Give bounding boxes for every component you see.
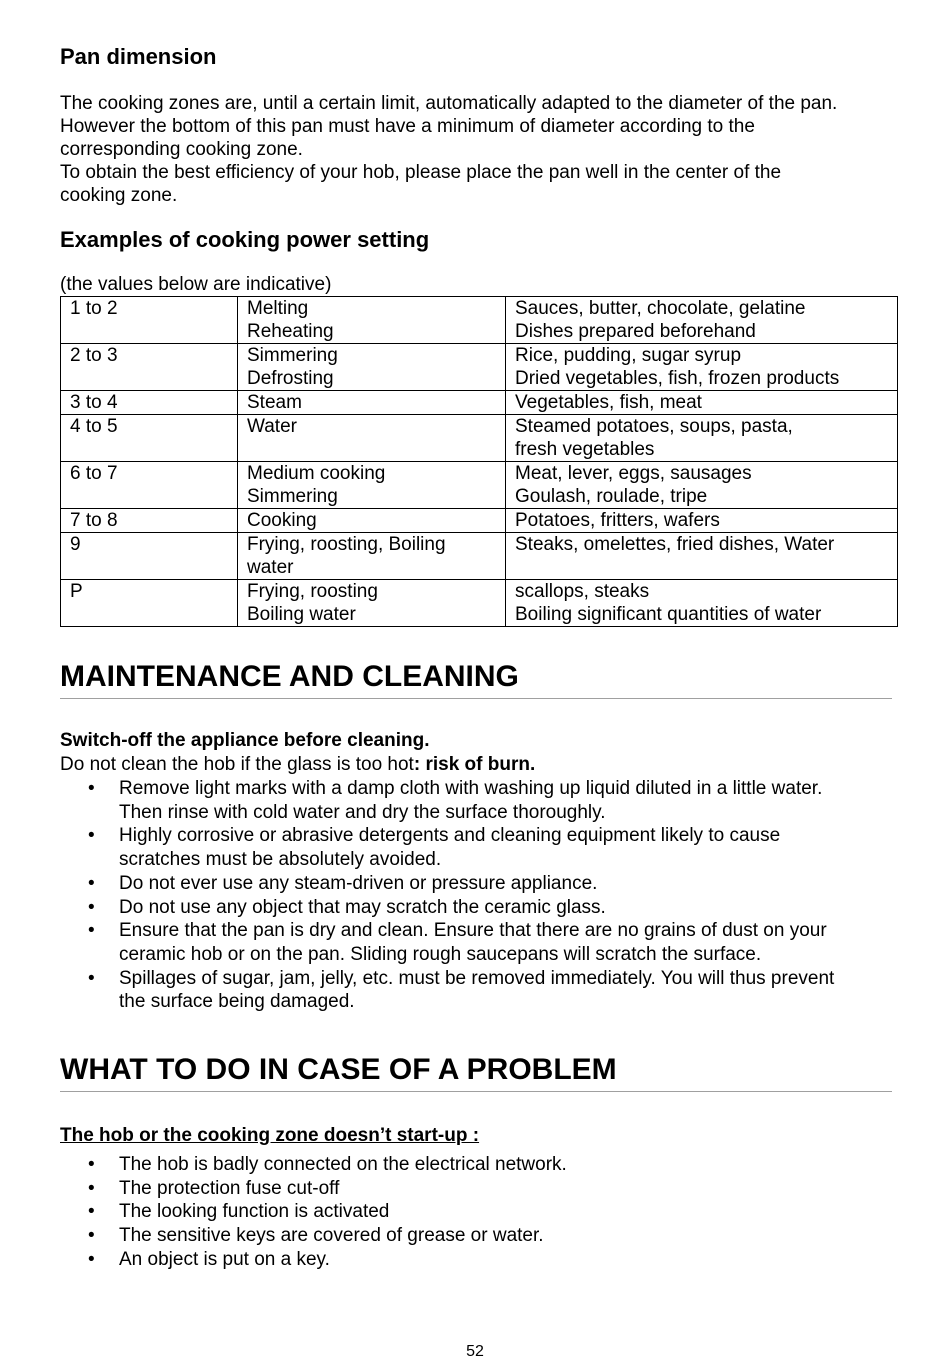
page-number: 52: [466, 1343, 484, 1360]
list-item-line: The protection fuse cut-off: [119, 1177, 340, 1199]
list-item: [60, 1200, 898, 1224]
cooking-action-cell: [238, 580, 506, 627]
power-setting-note: (the values below are indicative): [60, 274, 332, 295]
bullet-icon: •: [88, 1154, 95, 1175]
bullet-icon: •: [88, 1225, 95, 1247]
list-item: [60, 896, 898, 920]
list-item-line: The hob is badly connected on the electrical network.: [119, 1154, 567, 1175]
text-line: corresponding cooking zone.: [60, 139, 303, 160]
cell-line: Steamed potatoes, soups, pasta,: [515, 416, 793, 437]
list-item-line: The sensitive keys are covered of grease or water.: [119, 1225, 544, 1247]
bullet-icon: •: [88, 1201, 95, 1223]
hot-glass-warning: [60, 753, 898, 776]
list-item-line: Highly corrosive or abrasive detergents and cleaning equipment likely to cause: [119, 825, 781, 847]
list-item-line: Remove light marks with a damp cloth with washing up liquid diluted in a little water.: [119, 778, 823, 799]
food-examples-cell: [506, 415, 898, 462]
power-setting-heading: Examples of cooking power setting: [60, 227, 430, 252]
cooking-action-cell: [238, 391, 506, 415]
food-examples-cell: [506, 462, 898, 509]
cell-line: Rice, pudding, sugar syrup: [515, 345, 742, 366]
list-item-line: scratches must be absolutely avoided.: [119, 849, 442, 871]
list-item: [60, 1153, 898, 1177]
cell-line: Steam: [247, 392, 302, 413]
list-item: [60, 777, 898, 824]
switch-off-notice: Switch-off the appliance before cleaning.: [60, 730, 430, 751]
text-line: The cooking zones are, until a certain limit, automatically adapted to the diameter of the pan.: [60, 93, 838, 114]
list-item-line: ceramic hob or on the pan. Sliding rough saucepans will scratch the surface.: [119, 943, 762, 965]
cell-line: Meat, lever, eggs, sausages: [515, 463, 752, 484]
table-row: [61, 415, 898, 462]
list-item: [60, 967, 898, 1014]
list-item-line: Spillages of sugar, jam, jelly, etc. must be removed immediately. You will thus prevent: [119, 967, 835, 989]
cell-line: water: [247, 557, 294, 578]
cell-line: Dishes prepared beforehand: [515, 321, 756, 342]
cell-line: Water: [247, 416, 297, 437]
power-level-cell: 2 to 3: [61, 344, 238, 391]
warning-risk: : risk of burn.: [413, 754, 536, 775]
power-level-cell: 7 to 8: [61, 509, 238, 533]
power-setting-table: [60, 296, 898, 627]
list-item-line: Do not use any object that may scratch the ceramic glass.: [119, 896, 606, 918]
table-row: [61, 297, 898, 344]
cooking-action-cell: [238, 297, 506, 344]
table-row: [61, 391, 898, 415]
cell-line: Sauces, butter, chocolate, gelatine: [515, 298, 806, 319]
table-row: [61, 344, 898, 391]
pan-dimension-heading: Pan dimension: [60, 44, 217, 69]
problem-heading: WHAT TO DO IN CASE OF A PROBLEM: [60, 1053, 892, 1092]
power-level-cell: P: [61, 580, 238, 627]
cell-line: Steaks, omelettes, fried dishes, Water: [515, 534, 835, 555]
maintenance-heading: MAINTENANCE AND CLEANING: [60, 660, 892, 699]
food-examples-cell: [506, 297, 898, 344]
bullet-icon: •: [88, 896, 95, 918]
cell-line: Vegetables, fish, meat: [515, 392, 702, 413]
cell-line: Reheating: [247, 321, 334, 342]
cooking-action-cell: [238, 344, 506, 391]
bullet-icon: •: [88, 872, 95, 894]
cooking-action-cell: [238, 533, 506, 580]
list-item-line: Then rinse with cold water and dry the surface thoroughly.: [119, 801, 606, 823]
text-line: To obtain the best efficiency of your hob, please place the pan well in the center of the: [60, 162, 782, 183]
power-level-cell: 3 to 4: [61, 391, 238, 415]
bullet-icon: •: [88, 920, 95, 942]
list-item-line: An object is put on a key.: [119, 1248, 330, 1270]
list-item-line: Do not ever use any steam-driven or pressure appliance.: [119, 872, 598, 894]
cell-line: Dried vegetables, fish, frozen products: [515, 368, 840, 389]
bullet-icon: •: [88, 778, 95, 799]
power-level-cell: 6 to 7: [61, 462, 238, 509]
cell-line: Boiling water: [247, 604, 356, 625]
table-row: [61, 580, 898, 627]
cell-line: Defrosting: [247, 368, 334, 389]
list-item: [60, 1177, 898, 1201]
food-examples-cell: [506, 580, 898, 627]
power-level-cell: 4 to 5: [61, 415, 238, 462]
cell-line: Frying, roosting: [247, 581, 378, 602]
power-level-cell: 1 to 2: [61, 297, 238, 344]
table-row: [61, 509, 898, 533]
cell-line: Simmering: [247, 486, 338, 507]
cell-line: Cooking: [247, 510, 317, 531]
list-item: [60, 824, 898, 871]
cell-line: Frying, roosting, Boiling: [247, 534, 446, 555]
list-item: [60, 1224, 898, 1248]
text-line: cooking zone.: [60, 185, 178, 206]
maintenance-list: [60, 777, 898, 1014]
cell-line: Melting: [247, 298, 309, 319]
table-row: [61, 462, 898, 509]
table-row: [61, 533, 898, 580]
cell-line: fresh vegetables: [515, 439, 655, 460]
power-level-cell: 9: [61, 533, 238, 580]
bullet-icon: •: [88, 825, 95, 847]
cooking-action-cell: [238, 415, 506, 462]
cell-line: Boiling significant quantities of water: [515, 604, 822, 625]
food-examples-cell: [506, 391, 898, 415]
list-item-line: the surface being damaged.: [119, 991, 355, 1013]
problem-list: [60, 1153, 898, 1272]
pan-dimension-text: [60, 92, 898, 207]
list-item: [60, 1248, 898, 1272]
list-item-line: The looking function is activated: [119, 1201, 390, 1223]
bullet-icon: •: [88, 967, 95, 989]
bullet-icon: •: [88, 1177, 95, 1199]
cell-line: Potatoes, fritters, wafers: [515, 510, 720, 531]
cell-line: Medium cooking: [247, 463, 386, 484]
cell-line: Goulash, roulade, tripe: [515, 486, 708, 507]
text-line: However the bottom of this pan must have a minimum of diameter according to the: [60, 116, 755, 137]
food-examples-cell: [506, 344, 898, 391]
cooking-action-cell: [238, 462, 506, 509]
list-item: [60, 919, 898, 966]
food-examples-cell: [506, 533, 898, 580]
list-item: [60, 872, 898, 896]
cooking-action-cell: [238, 509, 506, 533]
problem-subheading: The hob or the cooking zone doesn’t start-up :: [60, 1125, 480, 1146]
cell-line: Simmering: [247, 345, 338, 366]
warning-text: Do not clean the hob if the glass is too hot: [60, 754, 414, 775]
food-examples-cell: [506, 509, 898, 533]
cell-line: scallops, steaks: [515, 581, 650, 602]
bullet-icon: •: [88, 1248, 95, 1270]
list-item-line: Ensure that the pan is dry and clean. Ensure that there are no grains of dust on your: [119, 920, 827, 942]
